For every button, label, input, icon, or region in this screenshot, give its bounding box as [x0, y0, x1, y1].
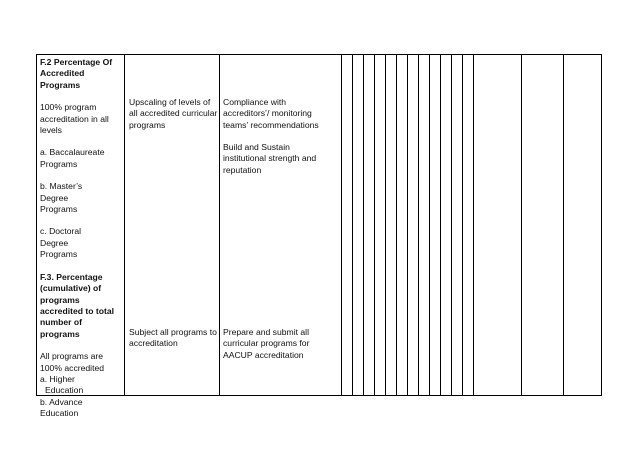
f3-advance: b. Advance [40, 396, 83, 407]
f2-target: 100% program accreditation in all levels [40, 102, 109, 136]
f3-target: All programs are 100% accredited [40, 351, 105, 373]
f3-higher: a. Higher [40, 373, 75, 384]
activity-3: Prepare and submit all curricular programs for AACUP accreditation [223, 327, 310, 360]
col-divider [374, 55, 375, 395]
activity-2: Build and Sustain institutional strength and reputation [223, 142, 317, 175]
col-divider [473, 55, 474, 395]
col-divider [451, 55, 452, 395]
level-baccalaureate: a. Baccalaureate Programs [40, 147, 105, 169]
col-divider [363, 55, 364, 395]
strategy-1: Upscaling of levels of all accredited curricular programs [129, 97, 218, 130]
level-doctoral: c. Doctoral Degree Programs [40, 226, 82, 260]
activity-1: Compliance with accreditors’/ monitoring teams’ recommendations [223, 97, 319, 130]
accreditation-table [36, 54, 602, 419]
col-divider [462, 55, 463, 395]
col-divider [124, 55, 125, 395]
f3-advance-education: Education [40, 408, 79, 419]
col-divider [396, 55, 397, 395]
col-divider [521, 55, 522, 395]
col-divider [440, 55, 441, 395]
strategy-2: Subject all programs to accreditation [129, 327, 217, 349]
indicator-column [40, 57, 122, 420]
f3-higher-education: Education [45, 385, 84, 396]
f2-heading: F.2 Percentage Of Accredited Programs [40, 57, 113, 90]
level-masters: b. Master’s Degree Programs [40, 181, 83, 215]
f3-heading: F.3. Percentage (cumulative) of programs accredited to total number of programs [40, 271, 115, 339]
col-divider [563, 55, 564, 395]
col-divider [407, 55, 408, 395]
col-divider [385, 55, 386, 395]
col-divider [418, 55, 419, 395]
col-divider [352, 55, 353, 395]
col-divider [429, 55, 430, 395]
col-divider [341, 55, 342, 395]
